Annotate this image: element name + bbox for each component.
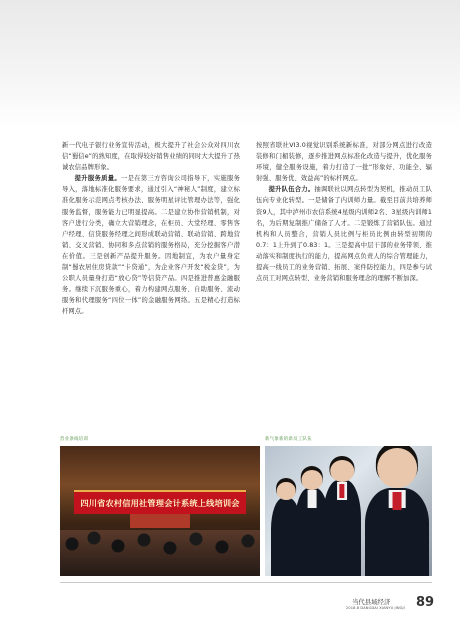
left-paragraph-2 [62,173,240,317]
left-paragraph-1: 新一代电子银行业务宣传活动，极大提升了社会公众对四川农信“蜀信e”的熟知度，在取得较好销售业绩的同时大大提升了热诚农信品牌形象。 [62,142,240,172]
top-decorative-band [0,0,460,128]
left-text-column [62,140,240,318]
meeting-audience [60,530,260,576]
meeting-banner: 四川省农村信用社管理会计系统上线培训会 [74,490,246,514]
right-paragraph-2-body: 抽调联社以网点转型为契机，推动员工队伍向专业化转型。一是储备了内训师力量。截至目前共培养师资9人，其中泸州市农信系统4星级内训师2名、3星级内训师1名，为后期复制推广储备了人才。二是锻炼了营销队伍。通过机构和人员整合，营销人员比例与柜员比例由转型初期的0.7：1上升到了0.83：1。三是提高中层干部的业务带领、推动落实和制度执行的能力，提高网点负责人的综合管理能力，提高一线员工的业务营销、拓展、案件防控能力，四是参与试点员工对网点转型、业务营销和服务理念的理解不断加深。 [256,186,432,283]
magazine-title: 当代县域经济 [352,598,391,606]
right-photo-caption: 新气象新的新员工队伍 [265,437,312,442]
photo-strip [60,436,432,576]
right-paragraph-2-lead: 提升队伍合力。 [268,186,315,194]
right-paragraph-1: 按照省联社VI3.0视觉识别系统新标准，对部分网点进行改造装修和门楣装修，逐步推进网点标准化改造与提升，优化服务环境，健全服务设施，着力打造了一批“形象好、功能全、辐射强、服务优、效益高”的标杆网点。 [256,142,432,183]
left-photo-caption: 营业条线培训 [60,437,89,442]
right-text-column [256,140,432,284]
left-paragraph-2-body: 一是在第三方咨询公司指导下，实施服务导入，落地标准化服务要求，通过引入“神秘人”制度，建立标准化服务示范网点考核办法、服务明星评比管理办法等，强化服务监督，服务能力已明显提高。二是建立协作营销机制，对客户进行分类，确立大营销理念，在柜员、大堂经理、零售客户经理、信贷服务经理之间形成联动营销、联动营销、跨地营销、交叉营销、协同和多点营销的服务格局，充分挖掘客户潜在价值。三是创新产品提升服务。因地制宜，为农户量身定制“蜀农居住房贷款”“卡贷通”，为企业客户开发“税金贷”，为公职人员量身打造“放心贷”等信贷产品。四是推进普惠金融服务。继续下沉服务重心，着力构建网点服务、自助服务、流动服务和代理服务“四位一体”的金融服务网络。五是精心打造标杆网点。 [62,175,240,316]
footer-rule [60,582,432,583]
page-number: 89 [416,595,435,610]
left-paragraph-2-lead: 提升服务质量。 [74,175,121,183]
training-meeting-photo [60,446,260,576]
magazine-issue: 2018.8 DANGDAI XIANYU JINGJI [346,606,405,610]
right-paragraph-2 [256,184,432,284]
staff-member-figure-front [365,488,429,576]
staff-team-photo [265,446,432,576]
meeting-stage [130,514,190,528]
staff-member-figure [323,480,361,576]
